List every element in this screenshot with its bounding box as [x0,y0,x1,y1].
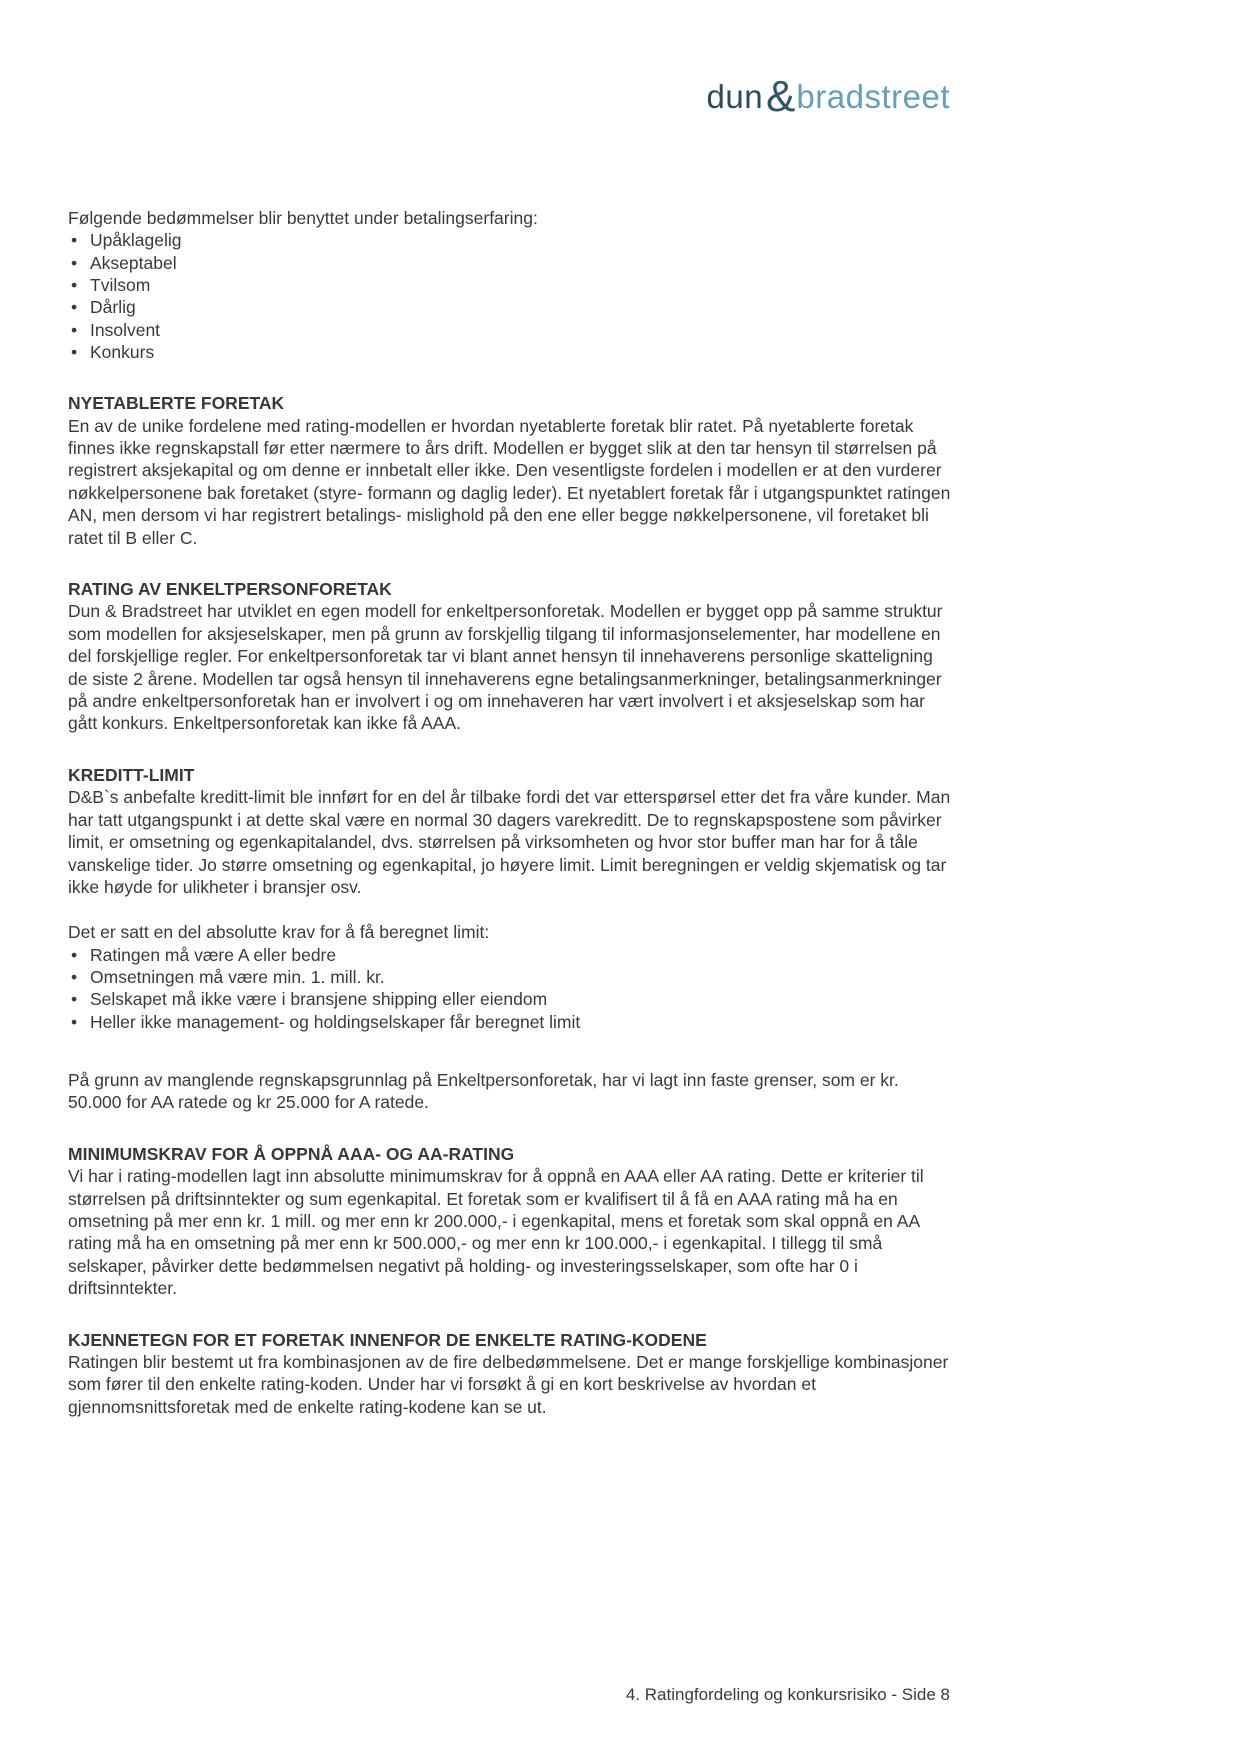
section-heading: KJENNETEGN FOR ET FORETAK INNENFOR DE ENKELTE RATING-KODENE [68,1329,707,1350]
payment-experience-list [68,229,956,363]
section-rating-enkeltpersonforetak [68,578,956,735]
list-item: • Selskapet må ikke være i bransjene shipping eller eiendom [68,988,956,1010]
section-kreditt-limit [68,764,956,1114]
list-item: • Ratingen må være A eller bedre [68,944,956,966]
section-heading: RATING AV ENKELTPERSONFORETAK [68,579,392,600]
list-item: • Dårlig [68,296,956,318]
document-content [68,207,956,1418]
list-item: • Konkurs [68,341,956,363]
section-minimumskrav [68,1143,956,1300]
list-item: • Akseptabel [68,252,956,274]
logo-word-bradstreet: bradstreet [796,78,950,115]
list-item: • Insolvent [68,319,956,341]
page-footer: 4. Ratingfordeling og konkursrisiko - Side 8 [625,1685,950,1704]
section-heading: MINIMUMSKRAV FOR Å OPPNÅ AAA- OG AA-RATING [68,1143,515,1164]
section-heading: NYETABLERTE FORETAK [68,393,285,414]
logo-word-dun: dun [706,78,764,115]
dun-bradstreet-logo [706,72,950,121]
intro-lead: Følgende bedømmelser blir benyttet under betalingserfaring: [68,208,538,228]
list-item: • Heller ikke management- og holdingselskaper får beregnet limit [68,1011,956,1033]
list-item: • Omsetningen må være min. 1. mill. kr. [68,966,956,988]
section-body: Vi har i rating-modellen lagt inn absolutte minimumskrav for å oppnå en AAA eller AA rating. Dette er kriterier til størrelsen på driftsinntekter og sum egenkapital. Et foretak som er kvalifisert til å få en AAA rating må ha en omsetning på mer enn kr. 1 mill. og mer enn kr 200.000,- i egenkapital, mens et foretak som skal oppnå en AA rating må ha en omsetning på mer enn kr 500.000,- og mer enn kr 100.000,- i egenkapital. I tillegg til små selskaper, påvirker dette bedømmelsen negativt på holding- og investeringsselskaper, som ofte har 0 i driftsinntekter. [68,1166,924,1299]
section-body: D&B`s anbefalte kreditt-limit ble innført for en del år tilbake fordi det var etterspørsel etter det fra våre kunder. Man har tatt utgangspunkt i at dette skal være en normal 30 dagers varekreditt. De to regnskapspostene som påvirker limit, er omsetning og egenkapitalandel, dvs. størrelsen på virksomheten og hvor stor buffer man har for å tåle vanskelige tider. Jo større omsetning og egenkapital, jo høyere limit. Limit beregningen er veldig skjematisk og tar ikke høyde for ulikheter i bransjer osv. [68,787,951,897]
fixed-limits-paragraph: På grunn av manglende regnskapsgrunnlag på Enkeltpersonforetak, har vi lagt inn faste grenser, som er kr. 50.000 for AA ratede og kr 25.000 for A ratede. [68,1069,899,1113]
section-heading: KREDITT-LIMIT [68,764,195,785]
list-item: • Upåklagelig [68,229,956,251]
limit-requirements-list [68,944,956,1033]
section-kjennetegn [68,1329,956,1419]
section-body: Dun & Bradstreet har utviklet en egen modell for enkeltpersonforetak. Modellen er bygget opp på samme struktur som modellen for aksjeselskaper, men på grunn av forskjellig tilgang til informasjonselementer, har modellene en del forskjellige regler. For enkeltpersonforetak tar vi blant annet hensyn til innehaverens personlige skatteligning de siste 2 årene. Modellen tar også hensyn til innehaverens egne betalingsanmerkninger, betalingsanmerkninger på andre enkeltpersonforetak han er involvert i og om innehaveren har vært involvert i et aksjeselskap som har gått konkurs. Enkeltpersonforetak kan ikke få AAA. [68,601,943,734]
section-nyetablerte-foretak [68,392,956,549]
section-body: Ratingen blir bestemt ut fra kombinasjonen av de fire delbedømmelsene. Det er mange forskjellige kombinasjoner som fører til den enkelte rating-koden. Under har vi forsøkt å gi en kort beskrivelse av hvordan et gjennomsnittsforetak med de enkelte rating-kodene kan se ut. [68,1351,949,1417]
limit-requirements-lead: Det er satt en del absolutte krav for å få beregnet limit: [68,922,490,943]
logo-ampersand-icon: & [766,72,796,121]
list-item: • Tvilsom [68,274,956,296]
section-body: En av de unike fordelene med rating-modellen er hvordan nyetablerte foretak blir ratet. På nyetablerte foretak finnes ikke regnskapstall før etter nærmere to års drift. Modellen er bygget slik at den tar hensyn til størrelsen på registrert aksjekapital og om denne er innbetalt eller ikke. Den vesentligste fordelen i modellen er at den vurderer nøkkelpersonene bak foretaket (styre- formann og daglig leder). Et nyetablert foretak får i utgangspunktet ratingen AN, men dersom vi har registrert betalings- mislighold på den ene eller begge nøkkelpersonene, vil foretaket bli ratet til B eller C. [68,415,951,548]
